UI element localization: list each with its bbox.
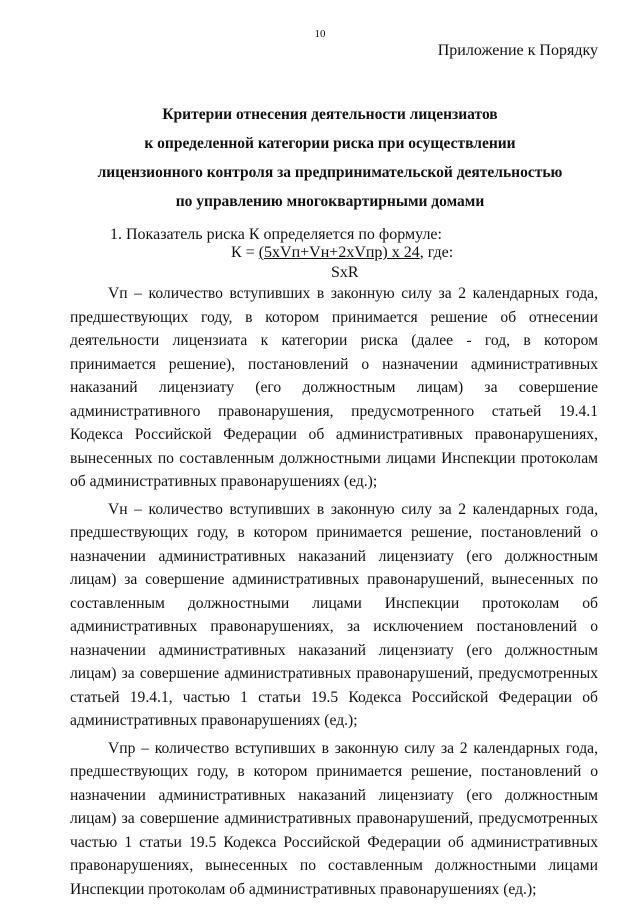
title-line-2: к определенной категории риска при осуществлении (144, 135, 516, 152)
formula-numerator: (5хVп+Vн+2хVпр) х 24 (258, 244, 420, 261)
appendix-label: Приложение к Порядку (437, 42, 598, 59)
paragraph-vp: Vп – количество вступивших в законную силу за 2 календарных года, предшествующих году, в котором принимается решение об отнесении деятельности лицензиата к категории риска (далее - год, в котором принимается решение), постановлений о назначении административных наказаний лицензиату (его должностным лицам) за совершение административного правонарушения, предусмотренного статьей 19.4.1 Кодекса Российской Федерации об административных правонарушениях, вынесенных по составленным должностными лицами Инспекции протоколам об административных правонарушениях (ед.); (70, 285, 598, 490)
formula-denominator: SxR (331, 264, 359, 281)
formula-prefix: К = (231, 244, 259, 261)
title-line-1: Критерии отнесения деятельности лицензиатов (162, 106, 498, 123)
title-line-4: по управлению многоквартирными домами (175, 193, 485, 210)
section-intro: 1. Показатель риска К определяется по формуле: (110, 226, 442, 243)
page-number: 10 (314, 28, 326, 40)
paragraph-vpr: Vпр – количество вступивших в законную силу за 2 календарных года, предшествующих году, в котором принимается решение, постановлений о назначении административных наказаний лицензиату (его должностным лицам) за совершение административных правонарушений, предусмотренных частью 1 статьи 19.5 Кодекса Российской Федерации об административных правонарушениях, вынесенных по составленным должностными лицами Инспекции протоколам об административных правонарушениях (ед.); (70, 739, 598, 898)
formula-line (231, 244, 453, 262)
formula-suffix: , где: (419, 244, 454, 261)
paragraph-vn: Vн – количество вступивших в законную силу за 2 календарных года, предшествующих году, в котором принимается решение, постановлений о назначении административных наказаний лицензиату (его должностным лицам) за совершение административных правонарушений, вынесенных по составленным должностными лицами Инспекции протоколам об административных правонарушениях, за исключением постановлений о назначении административных наказаний лицензиату (его должностным лицам) за совершение административных правонарушений, предусмотренных статьей 19.4.1, частью 1 статьи 19.5 Кодекса Российской Федерации об административных правонарушениях (ед.); (70, 500, 598, 729)
title-line-3: лицензионного контроля за предпринимательской деятельностью (97, 164, 563, 181)
definitions (70, 282, 598, 901)
document-title (60, 100, 600, 216)
